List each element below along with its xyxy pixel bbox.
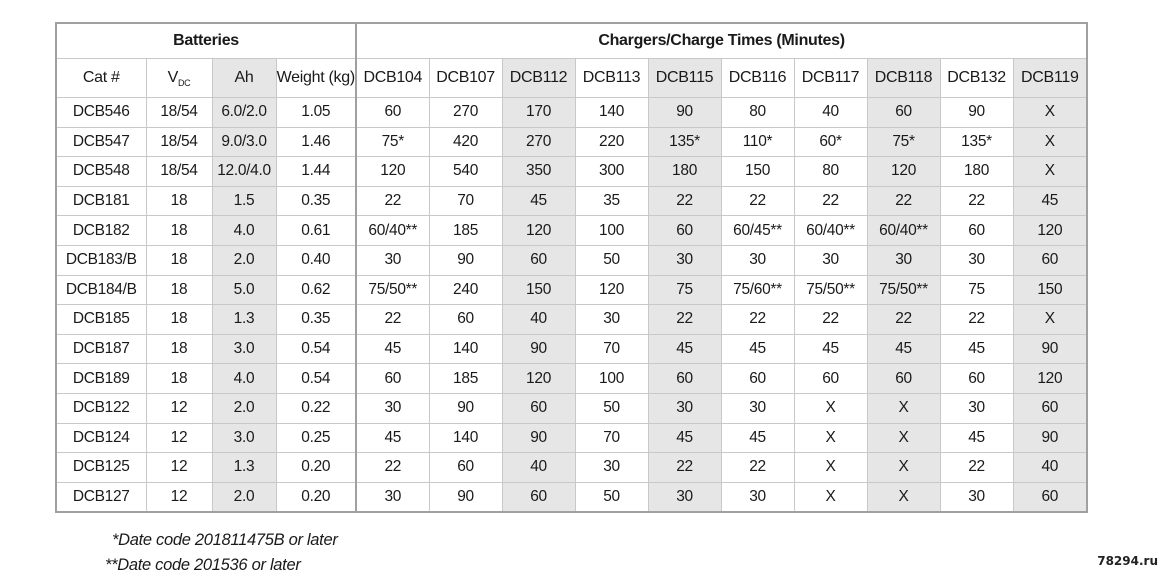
charge-time-cell: 60 bbox=[1013, 393, 1087, 423]
charge-time-cell: 140 bbox=[429, 334, 502, 364]
cat-cell: DCB187 bbox=[56, 334, 146, 364]
charge-time-cell: 30 bbox=[648, 245, 721, 275]
charge-time-cell: 75 bbox=[940, 275, 1013, 305]
ah-cell: 1.3 bbox=[212, 453, 276, 483]
vdc-cell: 12 bbox=[146, 393, 212, 423]
vdc-cell: 18 bbox=[146, 275, 212, 305]
ah-cell: 2.0 bbox=[212, 245, 276, 275]
weight-cell: 0.54 bbox=[276, 334, 356, 364]
charge-time-cell: 90 bbox=[502, 334, 575, 364]
charge-time-cell: X bbox=[1013, 157, 1087, 187]
ah-cell: 5.0 bbox=[212, 275, 276, 305]
charge-time-cell: X bbox=[867, 482, 940, 512]
footnote-double-star: **Date code 201536 or later bbox=[105, 556, 301, 574]
charge-time-cell: 90 bbox=[1013, 334, 1087, 364]
charge-time-cell: 22 bbox=[867, 305, 940, 335]
charge-time-cell: 45 bbox=[1013, 186, 1087, 216]
charge-time-cell: 30 bbox=[940, 393, 1013, 423]
ah-cell: 4.0 bbox=[212, 216, 276, 246]
weight-cell: 0.54 bbox=[276, 364, 356, 394]
charge-time-cell: 40 bbox=[794, 98, 867, 128]
charge-time-cell: 60 bbox=[940, 364, 1013, 394]
charge-time-cell: 30 bbox=[356, 393, 429, 423]
charge-time-cell: 50 bbox=[575, 482, 648, 512]
charge-time-cell: 45 bbox=[356, 334, 429, 364]
charge-time-cell: 60* bbox=[794, 127, 867, 157]
charge-time-cell: 540 bbox=[429, 157, 502, 187]
site-watermark: 78294.ru bbox=[1097, 554, 1158, 568]
vdc-cell: 18/54 bbox=[146, 98, 212, 128]
weight-cell: 0.25 bbox=[276, 423, 356, 453]
charge-time-cell: 45 bbox=[721, 423, 794, 453]
charge-time-cell: 140 bbox=[429, 423, 502, 453]
charge-time-cell: 60/45** bbox=[721, 216, 794, 246]
vdc-cell: 18 bbox=[146, 305, 212, 335]
table-row bbox=[56, 275, 1087, 305]
cat-cell: DCB185 bbox=[56, 305, 146, 335]
table-row bbox=[56, 482, 1087, 512]
cat-cell: DCB548 bbox=[56, 157, 146, 187]
charge-time-cell: 75 bbox=[648, 275, 721, 305]
charge-time-cell: 30 bbox=[940, 482, 1013, 512]
charge-time-cell: 90 bbox=[429, 482, 502, 512]
charge-time-cell: X bbox=[794, 393, 867, 423]
vdc-cell: 12 bbox=[146, 482, 212, 512]
charge-time-cell: 22 bbox=[648, 186, 721, 216]
charge-time-cell: 90 bbox=[429, 245, 502, 275]
charge-time-cell: 140 bbox=[575, 98, 648, 128]
table-row bbox=[56, 98, 1087, 128]
charge-time-cell: 22 bbox=[356, 186, 429, 216]
charge-time-cell: 60 bbox=[867, 364, 940, 394]
charge-time-cell: 45 bbox=[648, 423, 721, 453]
charge-time-cell: 170 bbox=[502, 98, 575, 128]
charge-time-cell: 240 bbox=[429, 275, 502, 305]
vdc-header bbox=[146, 59, 212, 98]
ah-cell: 3.0 bbox=[212, 334, 276, 364]
charge-time-cell: 120 bbox=[575, 275, 648, 305]
vdc-cell: 18/54 bbox=[146, 157, 212, 187]
charge-time-cell: 180 bbox=[648, 157, 721, 187]
charge-time-cell: 60/40** bbox=[794, 216, 867, 246]
charge-time-cell: 75/60** bbox=[721, 275, 794, 305]
table-row bbox=[56, 127, 1087, 157]
table-row bbox=[56, 364, 1087, 394]
charge-time-cell: 150 bbox=[502, 275, 575, 305]
charge-time-cell: 90 bbox=[940, 98, 1013, 128]
charge-time-cell: 30 bbox=[940, 245, 1013, 275]
weight-cell: 0.61 bbox=[276, 216, 356, 246]
charge-time-cell: 60 bbox=[867, 98, 940, 128]
charge-time-cell: X bbox=[794, 482, 867, 512]
charge-time-cell: 60 bbox=[1013, 245, 1087, 275]
charge-time-cell: 120 bbox=[1013, 216, 1087, 246]
charge-time-cell: 22 bbox=[721, 453, 794, 483]
charge-time-cell: 60 bbox=[502, 245, 575, 275]
ah-cell: 2.0 bbox=[212, 482, 276, 512]
weight-cell: 1.46 bbox=[276, 127, 356, 157]
charge-time-cell: 45 bbox=[648, 334, 721, 364]
ah-cell: 1.5 bbox=[212, 186, 276, 216]
charger-header-dcb117: DCB117 bbox=[794, 59, 867, 98]
charge-time-cell: 45 bbox=[356, 423, 429, 453]
weight-cell: 0.20 bbox=[276, 453, 356, 483]
charge-time-cell: 45 bbox=[721, 334, 794, 364]
charge-time-cell: 150 bbox=[1013, 275, 1087, 305]
charge-time-cell: 60 bbox=[356, 364, 429, 394]
footnotes bbox=[105, 528, 338, 578]
charge-time-cell: 30 bbox=[794, 245, 867, 275]
weight-cell: 1.44 bbox=[276, 157, 356, 187]
charge-time-cell: 60 bbox=[721, 364, 794, 394]
charger-header-dcb104: DCB104 bbox=[356, 59, 429, 98]
table-row bbox=[56, 157, 1087, 187]
charge-time-cell: 45 bbox=[867, 334, 940, 364]
cat-cell: DCB127 bbox=[56, 482, 146, 512]
charge-time-cell: 22 bbox=[648, 305, 721, 335]
charger-header-dcb107: DCB107 bbox=[429, 59, 502, 98]
charge-time-cell: 30 bbox=[575, 305, 648, 335]
charge-time-cell: 30 bbox=[721, 393, 794, 423]
charge-time-cell: 22 bbox=[356, 453, 429, 483]
charge-time-cell: 60 bbox=[429, 305, 502, 335]
charge-time-cell: 30 bbox=[867, 245, 940, 275]
cat-cell: DCB183/B bbox=[56, 245, 146, 275]
charge-time-cell: X bbox=[794, 423, 867, 453]
charge-time-cell: 35 bbox=[575, 186, 648, 216]
battery-charger-table bbox=[55, 22, 1088, 513]
weight-cell: 1.05 bbox=[276, 98, 356, 128]
charge-time-cell: X bbox=[1013, 127, 1087, 157]
charge-time-cell: 90 bbox=[429, 393, 502, 423]
vdc-header-main: V bbox=[167, 68, 178, 86]
charge-time-cell: 22 bbox=[794, 305, 867, 335]
cat-cell: DCB546 bbox=[56, 98, 146, 128]
charge-time-cell: 60 bbox=[648, 216, 721, 246]
ah-cell: 9.0/3.0 bbox=[212, 127, 276, 157]
weight-cell: 0.40 bbox=[276, 245, 356, 275]
charge-time-cell: 110* bbox=[721, 127, 794, 157]
charge-time-cell: 60 bbox=[940, 216, 1013, 246]
charge-time-cell: 120 bbox=[1013, 364, 1087, 394]
cat-cell: DCB184/B bbox=[56, 275, 146, 305]
charge-time-cell: 80 bbox=[721, 98, 794, 128]
vdc-cell: 12 bbox=[146, 453, 212, 483]
charge-time-cell: 22 bbox=[794, 186, 867, 216]
charge-time-cell: 70 bbox=[575, 334, 648, 364]
charge-time-cell: 30 bbox=[721, 482, 794, 512]
charger-header-dcb113: DCB113 bbox=[575, 59, 648, 98]
vdc-cell: 18 bbox=[146, 186, 212, 216]
batteries-group-header: Batteries bbox=[56, 23, 356, 59]
charge-time-cell: 75/50** bbox=[867, 275, 940, 305]
charge-time-cell: 350 bbox=[502, 157, 575, 187]
charger-header-dcb116: DCB116 bbox=[721, 59, 794, 98]
weight-cell: 0.35 bbox=[276, 186, 356, 216]
charge-time-cell: X bbox=[794, 453, 867, 483]
charge-time-cell: 45 bbox=[940, 334, 1013, 364]
vdc-cell: 12 bbox=[146, 423, 212, 453]
charge-time-cell: 30 bbox=[356, 482, 429, 512]
vdc-cell: 18/54 bbox=[146, 127, 212, 157]
charge-time-cell: 22 bbox=[356, 305, 429, 335]
weight-cell: 0.20 bbox=[276, 482, 356, 512]
charge-time-cell: 45 bbox=[940, 423, 1013, 453]
vdc-cell: 18 bbox=[146, 334, 212, 364]
cat-cell: DCB189 bbox=[56, 364, 146, 394]
charger-header-dcb118: DCB118 bbox=[867, 59, 940, 98]
charge-time-cell: 30 bbox=[575, 453, 648, 483]
cat-header: Cat # bbox=[56, 59, 146, 98]
charge-time-cell: 22 bbox=[940, 186, 1013, 216]
charge-time-cell: 22 bbox=[721, 305, 794, 335]
charge-time-cell: 30 bbox=[648, 482, 721, 512]
charge-time-cell: 60 bbox=[794, 364, 867, 394]
table-row bbox=[56, 423, 1087, 453]
charge-time-cell: 75/50** bbox=[356, 275, 429, 305]
charge-time-cell: 60 bbox=[429, 453, 502, 483]
charge-time-cell: 60 bbox=[356, 98, 429, 128]
charge-time-cell: 90 bbox=[502, 423, 575, 453]
charge-time-cell: 300 bbox=[575, 157, 648, 187]
charger-header-dcb119: DCB119 bbox=[1013, 59, 1087, 98]
cat-cell: DCB125 bbox=[56, 453, 146, 483]
charger-header-dcb112: DCB112 bbox=[502, 59, 575, 98]
charger-header-dcb132: DCB132 bbox=[940, 59, 1013, 98]
charge-time-cell: 40 bbox=[502, 305, 575, 335]
table-row bbox=[56, 245, 1087, 275]
charge-time-cell: 22 bbox=[721, 186, 794, 216]
charge-time-cell: 90 bbox=[1013, 423, 1087, 453]
weight-cell: 0.35 bbox=[276, 305, 356, 335]
ah-cell: 6.0/2.0 bbox=[212, 98, 276, 128]
charge-time-cell: 60 bbox=[502, 393, 575, 423]
charge-time-cell: 45 bbox=[794, 334, 867, 364]
charge-time-cell: 120 bbox=[502, 216, 575, 246]
charge-time-cell: 185 bbox=[429, 216, 502, 246]
charge-time-cell: X bbox=[867, 423, 940, 453]
weight-cell: 0.62 bbox=[276, 275, 356, 305]
charge-time-cell: 22 bbox=[648, 453, 721, 483]
charge-time-cell: 22 bbox=[940, 453, 1013, 483]
charge-time-cell: 22 bbox=[867, 186, 940, 216]
charge-time-cell: 120 bbox=[502, 364, 575, 394]
vdc-cell: 18 bbox=[146, 216, 212, 246]
charge-time-cell: 120 bbox=[356, 157, 429, 187]
charge-time-cell: 60 bbox=[648, 364, 721, 394]
charge-time-cell: 50 bbox=[575, 245, 648, 275]
charge-time-cell: 50 bbox=[575, 393, 648, 423]
table-row bbox=[56, 216, 1087, 246]
cat-cell: DCB182 bbox=[56, 216, 146, 246]
ah-cell: 12.0/4.0 bbox=[212, 157, 276, 187]
charge-time-cell: 135* bbox=[940, 127, 1013, 157]
charge-time-cell: X bbox=[1013, 98, 1087, 128]
charge-time-cell: 60/40** bbox=[867, 216, 940, 246]
charge-time-cell: 22 bbox=[940, 305, 1013, 335]
footnote-single-star: *Date code 201811475B or later bbox=[112, 531, 338, 549]
table-row bbox=[56, 305, 1087, 335]
charge-time-cell: 75* bbox=[356, 127, 429, 157]
charge-time-cell: 75/50** bbox=[794, 275, 867, 305]
charge-time-cell: 70 bbox=[429, 186, 502, 216]
charge-time-cell: 60 bbox=[1013, 482, 1087, 512]
charge-time-cell: 45 bbox=[502, 186, 575, 216]
chargers-group-header: Chargers/Charge Times (Minutes) bbox=[356, 23, 1087, 59]
charge-time-cell: 40 bbox=[1013, 453, 1087, 483]
charge-time-cell: 185 bbox=[429, 364, 502, 394]
charge-time-cell: 80 bbox=[794, 157, 867, 187]
charge-time-cell: 60 bbox=[502, 482, 575, 512]
charge-time-cell: 30 bbox=[648, 393, 721, 423]
cat-cell: DCB547 bbox=[56, 127, 146, 157]
table-row bbox=[56, 334, 1087, 364]
table-row bbox=[56, 186, 1087, 216]
ah-cell: 1.3 bbox=[212, 305, 276, 335]
cat-cell: DCB181 bbox=[56, 186, 146, 216]
charge-time-cell: 90 bbox=[648, 98, 721, 128]
table-row bbox=[56, 393, 1087, 423]
weight-header: Weight (kg) bbox=[276, 59, 356, 98]
charge-time-cell: 180 bbox=[940, 157, 1013, 187]
charge-time-cell: 135* bbox=[648, 127, 721, 157]
vdc-header-sub: DC bbox=[177, 77, 191, 88]
vdc-cell: 18 bbox=[146, 364, 212, 394]
battery-charger-table-container bbox=[55, 22, 1088, 513]
charge-time-cell: 150 bbox=[721, 157, 794, 187]
ah-header: Ah bbox=[212, 59, 276, 98]
charger-header-dcb115: DCB115 bbox=[648, 59, 721, 98]
charge-time-cell: 30 bbox=[721, 245, 794, 275]
charge-time-cell: 100 bbox=[575, 364, 648, 394]
charge-time-cell: 220 bbox=[575, 127, 648, 157]
charge-time-cell: 270 bbox=[429, 98, 502, 128]
ah-cell: 4.0 bbox=[212, 364, 276, 394]
charge-time-cell: 120 bbox=[867, 157, 940, 187]
charge-time-cell: 60/40** bbox=[356, 216, 429, 246]
weight-cell: 0.22 bbox=[276, 393, 356, 423]
charge-time-cell: X bbox=[1013, 305, 1087, 335]
charge-time-cell: 40 bbox=[502, 453, 575, 483]
ah-cell: 3.0 bbox=[212, 423, 276, 453]
charge-time-cell: 420 bbox=[429, 127, 502, 157]
charge-time-cell: 70 bbox=[575, 423, 648, 453]
cat-cell: DCB122 bbox=[56, 393, 146, 423]
vdc-cell: 18 bbox=[146, 245, 212, 275]
charge-time-cell: X bbox=[867, 453, 940, 483]
charge-time-cell: 30 bbox=[356, 245, 429, 275]
table-row bbox=[56, 453, 1087, 483]
cat-cell: DCB124 bbox=[56, 423, 146, 453]
charge-time-cell: 270 bbox=[502, 127, 575, 157]
ah-cell: 2.0 bbox=[212, 393, 276, 423]
charge-time-cell: 100 bbox=[575, 216, 648, 246]
charge-time-cell: X bbox=[867, 393, 940, 423]
charge-time-cell: 75* bbox=[867, 127, 940, 157]
